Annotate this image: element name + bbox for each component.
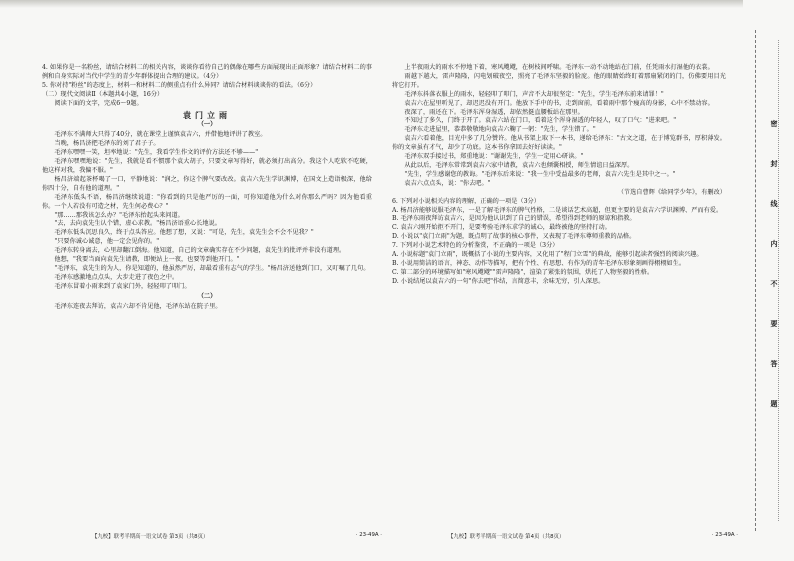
story-paragraph: "那……那我该怎么办？"毛泽东抬起头来问道。 [54, 211, 184, 219]
section-heading: （二）现代文阅读Ⅱ（本题共4小题，16分） [42, 90, 164, 98]
seal-mark: 内 [770, 240, 779, 261]
story-paragraph: "毛泽东，袁先生的为人，你是知道的，他虽然严厉，却最看重有志气的学生。"杨昌济送他到门口，又叮嘱了几句。 [54, 264, 370, 272]
question-7: 7. 下列对小说艺术特色的分析鉴赏，不正确的一项是（3分） [392, 242, 559, 250]
story-paragraph: 毛泽东走进屋里，恭恭敬敬地向袁吉六鞠了一躬："先生，学生错了。" [404, 126, 596, 134]
seal-mark: 线 [770, 200, 779, 221]
story-paragraph: "去，去向袁先生认个错，虚心求教。"杨昌济语重心长地说。 [54, 220, 221, 228]
story-paragraph: 毛泽东连夜去拜访，袁吉六却不肯见他，毛泽东站在院子里。 [54, 302, 222, 310]
story-paragraph: 夜深了，雨还在下。毛泽东浑身湿透，却依然挺直腰板站在那里。 [404, 108, 584, 116]
story-paragraph: 毛泽东低头不语，杨昌济继续说道："你看到的只是他严厉的一面，可你知道他为什么对你那么严吗？因为他看重你。一个人若没有可造之材，先生何必费心？" [42, 193, 372, 210]
story-paragraph: 袁吉六在屋里听见了，却迟迟没有开门。他放下手中的书，走到窗前，看着雨中那个瘦高的身影，心中不禁动容。 [404, 99, 714, 107]
question-4: 4. 如果你是一名粉丝，请结合材料二的相关内容，谈谈你看待自己的偶像在哪些方面展现出正面形象？请结合材料二的事例和自身实际对当代中学生的青少年群体提出合理的建议。（4分） [42, 64, 372, 80]
part-2-heading: （二） [197, 292, 217, 300]
footer-page-label: 【九校】联考半期高一语文试卷 第3页（共8页） [92, 534, 209, 540]
story-paragraph: 毛泽东冒着小雨来到了袁家门外，轻轻叩了叩门。 [54, 282, 191, 290]
story-paragraph: 毛泽东低头沉思良久，终于点头答应。他想了想，又说："可是，先生，袁先生会不会不见我？" [54, 229, 314, 237]
binding-margin [743, 0, 794, 561]
story-paragraph: "先生，学生感谢您的教诲。"毛泽东后来说："我一生中受益最多的老师，袁吉六先生是其中之一。" [404, 170, 676, 178]
story-paragraph: "只要你诚心诚意，他一定会见你的。" [54, 238, 160, 246]
question-6: 6. 下列对小说相关内容的理解，正确的一项是（3分） [392, 197, 540, 205]
source-note: （节选自曹辉《给同学少年》，有删改） [617, 188, 726, 196]
seal-mark: 封 [770, 160, 779, 181]
story-paragraph: 毛泽东转身离去，心里却翻江倒海。他知道，自己的文章确实存在不少问题，袁先生的批评并非没有道理。 [54, 247, 346, 255]
footer-code: · 23-49A · [711, 532, 738, 538]
scan-edge [0, 0, 743, 8]
story-paragraph: 袁吉六看着他，目光中多了几分赞许。他从书架上取下一本书，递给毛泽东："古文之道，在于博览群书，厚积薄发。你的文章虽有才气，却少了功底。这本书你拿回去好好读读。" [392, 135, 726, 152]
option-d: D. 小说结尾以袁吉六的一句"你去吧"作结，言简意丰，余味无穷，引人深思。 [392, 277, 605, 285]
part-1-heading: （一） [197, 121, 217, 129]
seal-mark: 不 [770, 280, 779, 301]
seal-mark: 密 [770, 120, 779, 141]
story-paragraph: 毛泽东嘿嘿地说："先生，我就是看不惯那个袁大胡子，只要文章写得好，就必须打出高分。我这个人吃软不吃硬，他这样对我，我偏不服。" [42, 158, 372, 174]
story-paragraph: 袁吉六点点头，说："你去吧。" [404, 179, 491, 187]
seal-mark: 题 [770, 400, 779, 421]
story-paragraph: 不知过了多久，门终于开了。袁吉六站在门口，看着这个浑身湿透的年轻人，叹了口气："进来吧。" [404, 117, 677, 125]
story-paragraph: 杨昌济端起茶杯喝了一口，平静地说："润之，你这个脾气要改改。袁吉六先生学识渊博，在国文上造诣极深，他给你四十分，自有他的道理。" [42, 175, 372, 192]
option-a: A. 杨昌济能够说服毛泽东，一是了解毛泽东的脾气性格，二是谈话艺术高超，但更主要的是袁吉六学识渊博、严而有爱。 [392, 206, 723, 214]
option-b: B. 小说用简洁的语言，神态、动作等描写，把有个性、有思想、有作为的青年毛泽东形象刻画得栩栩如生。 [392, 259, 686, 267]
seal-line [755, 30, 756, 531]
question-5: 5. 你对持"粉丝"的态度上，材料一和材料二的侧重点有什么异同？请结合材料谈谈你的看法。（6分） [42, 81, 317, 89]
reading-instruction: 阅读下面的文字，完成6～9题。 [54, 99, 143, 107]
story-title: 袁门立雨 [183, 110, 231, 120]
story-paragraph: 毛泽东嘿嘿一笑，坦率地说："先生，我看学生作文的评价方法还不够——" [54, 149, 259, 157]
footer-code: · 23-49A · [355, 532, 382, 538]
story-paragraph: 毛泽东感激地点点头，大步走进了夜色之中。 [54, 273, 179, 281]
option-b: B. 毛泽东雨夜拜访袁吉六，是因为他认识到了自己的错误，希望得到老师的原谅和指教。 [392, 215, 636, 223]
option-c: C. 袁吉六刚开始拒不开门，是要考验毛泽东求学的诚心，最终被他的坚持打动。 [392, 224, 611, 232]
left-column [42, 64, 372, 311]
seal-mark: 答 [770, 360, 779, 381]
story-paragraph: 毛泽东抖落衣服上的雨水，轻轻叩了叩门，声音不大却很坚定："先生，学生毛泽东前来请罪！" [404, 90, 664, 98]
right-column [392, 64, 726, 287]
story-paragraph: 从此以后，毛泽东常常到袁吉六家中请教，袁吉六也倾囊相授，师生情谊日益深厚。 [404, 161, 634, 169]
story-paragraph: 雨越下越大，雷声隆隆，闪电划破夜空，照亮了毛泽东坚毅的脸庞。他的眼睛始终盯着那扇紧闭的门，仿佛要用目光将它打开。 [392, 72, 726, 89]
option-a: A. 小说标题"袁门立雨"，既概括了小说的主要内容，又化用了"程门立雪"的典故，能够引起读者强烈的阅读兴趣。 [392, 251, 703, 259]
story-paragraph: 毛泽东不满师大只得了40分，就在课堂上谨慎袁吉六，并借他地评讲了教室。 [54, 131, 267, 139]
option-d: D. 小说以"袁门立雨"为题，既点明了故事的核心事件，又表现了毛泽东尊师重教的品格。 [392, 233, 636, 241]
story-paragraph: 毛泽东双手接过书，郑重地说："谢谢先生，学生一定用心研读。" [404, 153, 584, 161]
seal-mark: 要 [770, 320, 779, 341]
story-paragraph: 当晚，杨昌济把毛泽东的刘了君子子。 [54, 140, 160, 148]
story-paragraph: 上半夜雨大的雨水不停地下着，寒风飕飕，在树枝间呼啸。毛泽东一动不动地站在门前，任凭雨水打湿他的衣裳。 [404, 64, 714, 71]
option-c: C. 第二部分的环境描写如"寒风飕飕""雷声隆隆"，渲染了紧张的氛围，烘托了人物坚毅的性格。 [392, 268, 654, 276]
footer-page-label: 【九校】联考半期高一语文试卷 第4页（共8页） [448, 534, 565, 540]
story-paragraph: 他想，"我要当面向袁先生请教，即便站上一夜，也要等到他开门。" [54, 256, 240, 264]
